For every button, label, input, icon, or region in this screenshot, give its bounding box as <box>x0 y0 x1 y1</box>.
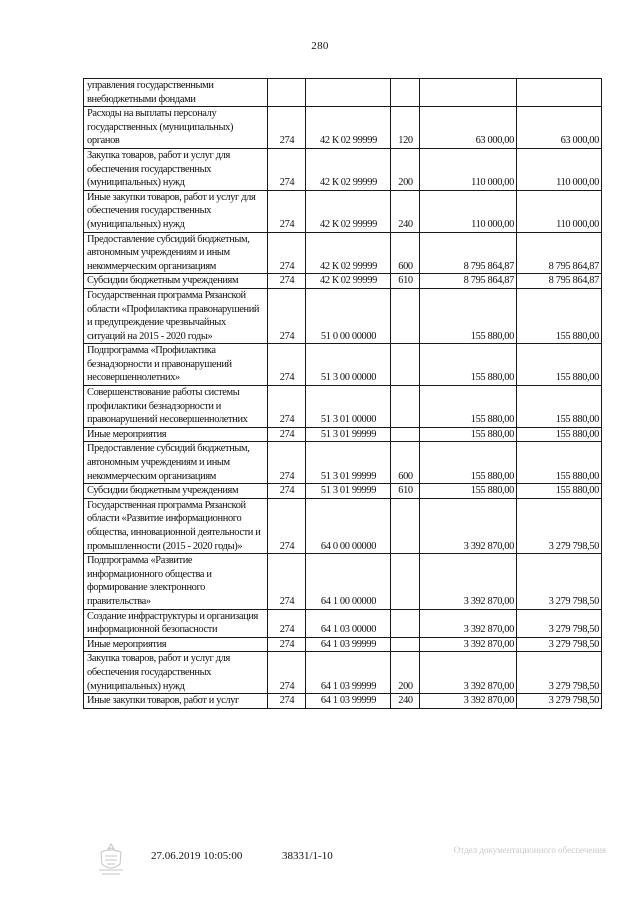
row-expense-type <box>391 498 420 553</box>
table-row <box>84 190 602 232</box>
row-expense-type: 120 <box>391 107 420 149</box>
row-amount-actual: 155 880,00 <box>517 344 602 386</box>
row-target-code: 51 3 01 99999 <box>306 484 391 499</box>
row-amount-actual: 63 000,00 <box>517 107 602 149</box>
table-row <box>84 232 602 274</box>
row-expense-type: 240 <box>391 694 420 709</box>
row-target-code: 42 К 02 99999 <box>306 274 391 289</box>
row-department-code: 274 <box>268 554 306 609</box>
row-target-code: 51 0 00 00000 <box>306 288 391 343</box>
row-department-code: 274 <box>268 427 306 442</box>
row-expense-type <box>391 427 420 442</box>
row-name: Иные мероприятия <box>84 427 268 442</box>
row-expense-type <box>391 344 420 386</box>
table-row <box>84 274 602 289</box>
row-target-code: 64 1 03 99999 <box>306 637 391 652</box>
table-row <box>84 609 602 637</box>
row-amount-plan: 3 392 870,00 <box>420 498 517 553</box>
row-department-code: 274 <box>268 442 306 484</box>
table-row <box>84 652 602 694</box>
row-target-code: 51 3 01 99999 <box>306 427 391 442</box>
row-expense-type <box>391 554 420 609</box>
table-row <box>84 442 602 484</box>
row-expense-type: 200 <box>391 148 420 190</box>
row-amount-actual: 110 000,00 <box>517 190 602 232</box>
table-row <box>84 498 602 553</box>
row-target-code: 64 1 03 99999 <box>306 652 391 694</box>
row-department-code <box>268 79 306 107</box>
row-department-code: 274 <box>268 609 306 637</box>
row-name: Государственная программа Рязанской области «Профилактика правонарушений и предупреждение чрезвычайных ситуаций на 2015 - 2020 годы» <box>84 288 268 343</box>
row-amount-plan <box>420 79 517 107</box>
row-name: Субсидии бюджетным учреждениям <box>84 484 268 499</box>
footer-doc-number: 38331/1-10 <box>282 850 333 862</box>
row-amount-actual: 3 279 798,50 <box>517 694 602 709</box>
row-amount-plan: 155 880,00 <box>420 442 517 484</box>
table-row <box>84 386 602 428</box>
row-amount-plan: 155 880,00 <box>420 288 517 343</box>
row-amount-plan: 155 880,00 <box>420 427 517 442</box>
row-expense-type <box>391 288 420 343</box>
row-target-code: 42 К 02 99999 <box>306 190 391 232</box>
row-amount-actual: 110 000,00 <box>517 148 602 190</box>
row-amount-actual: 8 795 864,87 <box>517 232 602 274</box>
row-amount-plan: 8 795 864,87 <box>420 274 517 289</box>
row-department-code: 274 <box>268 148 306 190</box>
table-row <box>84 484 602 499</box>
row-expense-type: 600 <box>391 232 420 274</box>
row-name: Подпрограмма «Профилактика безнадзорности и правонарушений несовершеннолетних» <box>84 344 268 386</box>
watermark-text: Отдел документационного обеспечения <box>453 845 607 855</box>
row-name: Иные закупки товаров, работ и услуг для обеспечения государственных (муниципальных) нужд <box>84 190 268 232</box>
row-expense-type <box>391 609 420 637</box>
row-target-code: 51 3 01 99999 <box>306 442 391 484</box>
page-number: 280 <box>311 40 329 52</box>
row-target-code: 64 0 00 00000 <box>306 498 391 553</box>
row-amount-plan: 3 392 870,00 <box>420 554 517 609</box>
row-name: Создание инфраструктуры и организация информационной безопасности <box>84 609 268 637</box>
row-department-code: 274 <box>268 652 306 694</box>
row-amount-actual: 155 880,00 <box>517 484 602 499</box>
row-amount-plan: 3 392 870,00 <box>420 652 517 694</box>
table-row <box>84 637 602 652</box>
row-name: Предоставление субсидий бюджетным, автономным учреждениям и иным некоммерческим организациям <box>84 232 268 274</box>
row-target-code: 64 1 00 00000 <box>306 554 391 609</box>
row-amount-actual: 155 880,00 <box>517 442 602 484</box>
row-target-code: 42 К 02 99999 <box>306 148 391 190</box>
row-department-code: 274 <box>268 232 306 274</box>
row-amount-actual: 3 279 798,50 <box>517 609 602 637</box>
page-footer <box>0 845 640 878</box>
row-expense-type <box>391 637 420 652</box>
row-amount-plan: 155 880,00 <box>420 484 517 499</box>
row-amount-actual: 155 880,00 <box>517 427 602 442</box>
budget-table <box>83 78 602 709</box>
row-expense-type: 600 <box>391 442 420 484</box>
row-amount-plan: 8 795 864,87 <box>420 232 517 274</box>
row-target-code: 42 К 02 99999 <box>306 232 391 274</box>
row-name: Расходы на выплаты персоналу государственных (муниципальных) органов <box>84 107 268 149</box>
row-amount-plan: 110 000,00 <box>420 148 517 190</box>
table-row <box>84 107 602 149</box>
row-name: Закупка товаров, работ и услуг для обеспечения государственных (муниципальных) нужд <box>84 652 268 694</box>
row-name: Иные закупки товаров, работ и услуг <box>84 694 268 709</box>
table-row <box>84 694 602 709</box>
row-department-code: 274 <box>268 498 306 553</box>
row-expense-type: 610 <box>391 484 420 499</box>
row-department-code: 274 <box>268 107 306 149</box>
row-target-code <box>306 79 391 107</box>
row-department-code: 274 <box>268 637 306 652</box>
row-department-code: 274 <box>268 344 306 386</box>
row-department-code: 274 <box>268 694 306 709</box>
row-expense-type: 610 <box>391 274 420 289</box>
row-department-code: 274 <box>268 190 306 232</box>
row-amount-actual: 3 279 798,50 <box>517 498 602 553</box>
footer-datetime: 27.06.2019 10:05:00 <box>151 850 243 862</box>
row-department-code: 274 <box>268 274 306 289</box>
row-name: Закупка товаров, работ и услуг для обеспечения государственных (муниципальных) нужд <box>84 148 268 190</box>
table-row <box>84 344 602 386</box>
row-name: Иные мероприятия <box>84 637 268 652</box>
table-row <box>84 79 602 107</box>
row-amount-actual: 155 880,00 <box>517 288 602 343</box>
row-amount-actual: 3 279 798,50 <box>517 554 602 609</box>
row-amount-plan: 3 392 870,00 <box>420 694 517 709</box>
row-amount-actual <box>517 79 602 107</box>
row-amount-actual: 3 279 798,50 <box>517 652 602 694</box>
row-amount-plan: 3 392 870,00 <box>420 609 517 637</box>
row-department-code: 274 <box>268 484 306 499</box>
table-row <box>84 288 602 343</box>
row-expense-type <box>391 79 420 107</box>
row-amount-plan: 3 392 870,00 <box>420 637 517 652</box>
row-name: Совершенствование работы системы профилактики безнадзорности и правонарушений несовершеннолетних <box>84 386 268 428</box>
table-row <box>84 554 602 609</box>
row-target-code: 51 3 01 00000 <box>306 386 391 428</box>
row-amount-plan: 155 880,00 <box>420 386 517 428</box>
row-expense-type: 200 <box>391 652 420 694</box>
row-target-code: 64 1 03 99999 <box>306 694 391 709</box>
row-amount-actual: 3 279 798,50 <box>517 637 602 652</box>
row-amount-actual: 155 880,00 <box>517 386 602 428</box>
row-amount-actual: 8 795 864,87 <box>517 274 602 289</box>
row-name: Субсидии бюджетным учреждениям <box>84 274 268 289</box>
row-department-code: 274 <box>268 288 306 343</box>
row-expense-type: 240 <box>391 190 420 232</box>
table-row <box>84 148 602 190</box>
row-amount-plan: 155 880,00 <box>420 344 517 386</box>
row-name: Подпрограмма «Развитие информационного общества и формирование электронного правительства» <box>84 554 268 609</box>
row-department-code: 274 <box>268 386 306 428</box>
table-row <box>84 427 602 442</box>
row-target-code: 42 К 02 99999 <box>306 107 391 149</box>
row-amount-plan: 110 000,00 <box>420 190 517 232</box>
row-amount-plan: 63 000,00 <box>420 107 517 149</box>
emblem-stamp-icon <box>96 842 126 878</box>
row-name: управления государственными внебюджетными фондами <box>84 79 268 107</box>
row-name: Государственная программа Рязанской области «Развитие информационного общества, инновационной деятельности и промышленности (2015 - 2020 годы)» <box>84 498 268 553</box>
row-expense-type <box>391 386 420 428</box>
row-target-code: 64 1 03 00000 <box>306 609 391 637</box>
row-target-code: 51 3 00 00000 <box>306 344 391 386</box>
row-name: Предоставление субсидий бюджетным, автономным учреждениям и иным некоммерческим организациям <box>84 442 268 484</box>
